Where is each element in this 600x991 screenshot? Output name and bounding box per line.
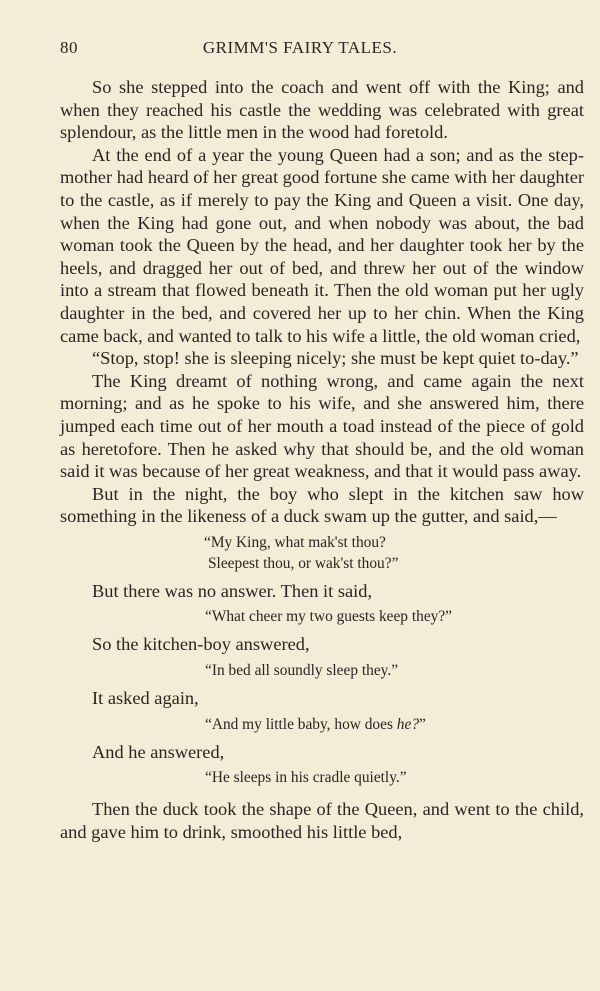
narration-line: But there was no answer. Then it said, bbox=[92, 580, 373, 601]
verse-line: “In bed all soundly sleep they.” bbox=[205, 662, 399, 680]
paragraph: At the end of a year the young Queen had a son; and as the step-mother had heard of her great good fortune she came with her daughter to the castle, as if merely to pay the King and Queen a visit. One day, when the King had gone out, and when nobody was about, the bad woman took the Queen by the head, and her daughter took her by the heels, and dragged her out of bed, and threw her out of the window into a stream that flowed beneath it. Then the old woman put her ugly daughter in the bed, and covered her up to her chin. When the King came back, and wanted to talk to his wife a little, the old woman cried, bbox=[60, 144, 584, 346]
paragraph: The King dreamt of nothing wrong, and came again the next morning; and as he spoke to his wife, and she answered him, there jumped each time out of her mouth a toad instead of the piece of gold as heretofore. Then he asked why that should be, and the old woman said it was because of her great weakness, and that it would pass away. bbox=[60, 370, 584, 482]
verse-line: “My King, what mak'st thou? bbox=[204, 533, 386, 551]
paragraph: Then the duck took the shape of the Queen, and went to the child, and gave him to drink, smoothed his little bed, bbox=[60, 799, 584, 842]
paragraph: “Stop, stop! she is sleeping nicely; she must be kept quiet to-day.” bbox=[92, 348, 579, 369]
body-text bbox=[60, 76, 584, 843]
paragraph: So she stepped into the coach and went off with the King; and when they reached his castle the wedding was celebrated with great splendour, as the little men in the wood had foretold. bbox=[60, 77, 584, 143]
running-title: GRIMM'S FAIRY TALES. bbox=[202, 38, 398, 57]
verse-line: “He sleeps in his cradle quietly.” bbox=[205, 769, 407, 787]
page-header bbox=[60, 38, 586, 62]
verse-line bbox=[60, 714, 584, 735]
page-number: 80 bbox=[60, 38, 78, 57]
verse-close-quote: ” bbox=[419, 715, 426, 733]
verse-italic: he? bbox=[396, 715, 420, 733]
narration-line: It asked again, bbox=[92, 688, 199, 709]
verse-block bbox=[60, 532, 584, 574]
paragraph: But in the night, the boy who slept in the kitchen saw how something in the likeness of a duck swam up the gutter, and said,— bbox=[60, 483, 584, 527]
narration-line: And he answered, bbox=[92, 741, 225, 762]
verse-line: Sleepest thou, or wak'st thou?” bbox=[208, 554, 399, 572]
verse-text: “And my little baby, how does bbox=[205, 715, 393, 733]
narration-line: So the kitchen-boy answered, bbox=[92, 634, 310, 655]
verse-line: “What cheer my two guests keep they?” bbox=[205, 608, 453, 626]
